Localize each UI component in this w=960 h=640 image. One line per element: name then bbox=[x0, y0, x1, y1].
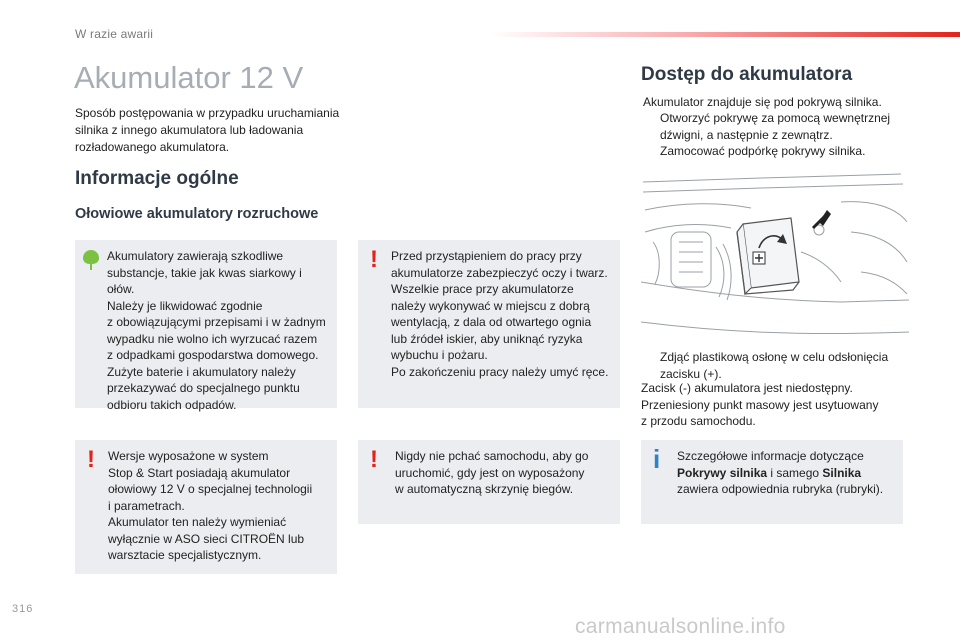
terminal-info-line: z przodu samochodu. bbox=[641, 414, 756, 428]
info-icon: i bbox=[653, 444, 661, 474]
intro-text: Sposób postępowania w przypadku uruchamiania silnika z innego akumulatora lub ładowania rozładowanego akumulatora. bbox=[75, 106, 340, 154]
step-item bbox=[643, 110, 908, 143]
push-start-warning-box bbox=[358, 440, 620, 524]
battery-access-intro: Akumulator znajduje się pod pokrywą silnika. bbox=[643, 95, 882, 109]
step-bullet-icon bbox=[643, 349, 660, 382]
step-text: Zdjąć plastikową osłonę w celu odsłonięcia zacisku (+). bbox=[660, 350, 889, 381]
safety-warning-text: Przed przystąpieniem do pracy przy akumulatorze zabezpieczyć oczy i twarz. Wszelkie prace przy akumulatorze należy wykonywać w miejscu z dobrą wentylacją, z dala od otwartego ognia lub źródeł iskier, aby uniknąć ryzyka wybuchu i pożaru. Po zakończeniu pracy należy umyć ręce. bbox=[391, 249, 609, 379]
step-text: Zamocować podpórkę pokrywy silnika. bbox=[660, 144, 866, 158]
terminal-info-line: Przeniesiony punkt masowy jest usytuowany bbox=[641, 397, 879, 412]
info-text-line: Szczegółowe informacje dotyczące bbox=[677, 449, 864, 463]
step-item bbox=[643, 349, 911, 382]
info-note-box bbox=[641, 440, 903, 524]
warning-exclamation-icon: ! bbox=[370, 246, 378, 273]
warning-exclamation-icon: ! bbox=[370, 446, 378, 473]
safety-warning-box bbox=[358, 240, 620, 408]
warning-exclamation-icon: ! bbox=[87, 446, 95, 473]
info-text-mid: i samego bbox=[767, 465, 823, 480]
environment-leaf-icon bbox=[82, 249, 100, 271]
step-item bbox=[643, 143, 908, 160]
page-title: Akumulator 12 V bbox=[74, 60, 304, 95]
info-note-text bbox=[677, 448, 899, 498]
section-header: W razie awarii bbox=[75, 27, 154, 41]
environment-note-text: Akumulatory zawierają szkodliwe substancje, takie jak kwas siarkowy i ołów. Należy je likwidować zgodnie z obowiązującymi przepisami i w żadnym wypadku nie wolno ich wyrzucać razem z odpadkami gospodarstwa domowego. Zużyte baterie i akumulatory należy przekazywać do specjalnego punktu odbioru takich odpadów. bbox=[107, 249, 326, 412]
terminal-info-line: Zacisk (-) akumulatora jest niedostępny. bbox=[641, 381, 853, 395]
engine-bay-illustration bbox=[641, 172, 909, 342]
page-number: 316 bbox=[12, 603, 34, 615]
terminal-info-text bbox=[641, 380, 911, 430]
push-start-warning-text: Nigdy nie pchać samochodu, aby go uruchomić, gdy jest on wyposażony w automatyczną skrzynię biegów. bbox=[395, 449, 589, 496]
info-text-line bbox=[677, 465, 899, 482]
info-text-line: zawiera odpowiednia rubryka (rubryki). bbox=[677, 482, 884, 496]
access-steps-list bbox=[643, 110, 908, 160]
section-heading-general: Informacje ogólne bbox=[75, 168, 239, 189]
step-bullet-icon bbox=[643, 143, 660, 160]
step-bullet-icon bbox=[643, 110, 660, 143]
subsection-heading-lead-batteries: Ołowiowe akumulatory rozruchowe bbox=[75, 206, 319, 222]
stopstart-warning-text: Wersje wyposażone w system Stop & Start posiadają akumulator ołowiowy 12 V o specjalnej technologii i parametrach. Akumulator ten należy wymieniać wyłącznie w ASO sieci CITROËN lub warsztacie specjalistycznym. bbox=[108, 449, 313, 562]
step-text: Otworzyć pokrywę za pomocą wewnętrznej dźwigni, a następnie z zewnątrz. bbox=[660, 111, 891, 142]
stopstart-warning-box bbox=[75, 440, 337, 574]
header-accent-bar bbox=[490, 32, 960, 37]
info-link-bonnet: Pokrywy silnika bbox=[677, 465, 768, 480]
info-link-engine: Silnika bbox=[822, 465, 862, 480]
watermark-text: carmanualsonline.info bbox=[575, 615, 786, 638]
remove-cover-step bbox=[643, 349, 911, 382]
section-heading-battery-access: Dostęp do akumulatora bbox=[641, 64, 853, 85]
environment-note-box bbox=[75, 240, 337, 412]
